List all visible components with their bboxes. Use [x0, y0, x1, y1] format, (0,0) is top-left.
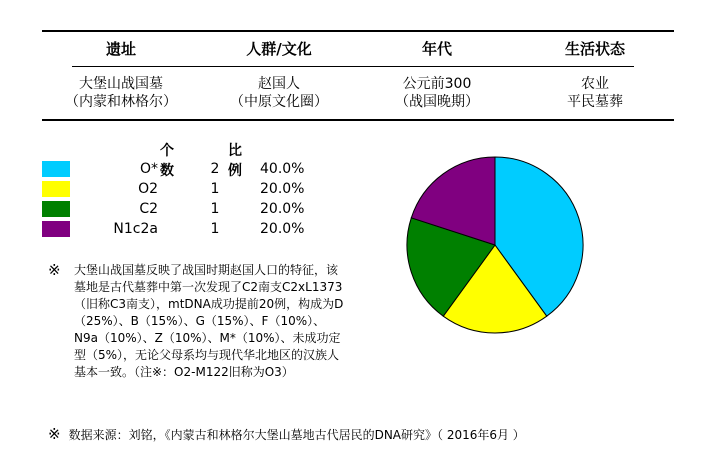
table-value-row	[42, 67, 674, 119]
cell-lifestyle-line1: 农业	[581, 76, 609, 92]
legend-count: 2	[210, 161, 220, 177]
legend-row	[40, 180, 305, 200]
legend-count: 1	[210, 201, 220, 217]
legend-percent: 20.0%	[260, 181, 305, 197]
source-text: 数据来源：刘铭，《内蒙古和林格尔大堡山墓地古代居民的DNA研究》（ 2016年6月 ）	[68, 428, 525, 442]
legend-count: 1	[210, 181, 220, 197]
cell-era-line1: 公元前300	[402, 76, 472, 92]
cell-site-line2: （内蒙和林格尔）	[65, 94, 177, 110]
note-block	[48, 262, 348, 381]
legend-haplogroup: C2	[139, 201, 158, 217]
pie-chart	[400, 150, 590, 340]
table-header-row	[42, 32, 674, 66]
header-era: 年代	[421, 40, 452, 58]
legend-swatch	[42, 161, 70, 177]
legend-haplogroup: O*	[139, 161, 158, 177]
note-text: 大堡山战国墓反映了战国时期赵国人口的特征，该墓地是古代墓葬中第一次发现了C2南支C2xL1373（旧称C3南支），mtDNA成功提前20例，构成为D（25%）、B（15%）、G（15%）、F（10%）、N9a（10%）、Z（10%）、M*（10%）、未成功定型（5%），无论父母系均与现代华北地区的汉族人基本一致。（注※：O2-M122旧称为O3）	[74, 263, 344, 379]
cell-culture-line2: （中原文化圈）	[230, 94, 328, 110]
legend-row	[40, 220, 305, 240]
legend-swatch	[42, 201, 70, 217]
data-source	[48, 425, 525, 443]
cell-culture-line1: 赵国人	[258, 76, 300, 92]
cell-site-line1: 大堡山战国墓	[79, 76, 163, 92]
legend-row	[40, 200, 305, 220]
legend-haplogroup: N1c2a	[113, 221, 158, 237]
site-info-table	[42, 30, 674, 121]
legend-percent: 40.0%	[260, 161, 305, 177]
cell-lifestyle-line2: 平民墓葬	[567, 94, 623, 110]
legend-header-ratio: 比例	[228, 143, 242, 179]
note-mark: ※	[48, 261, 61, 279]
legend-haplogroup: O2	[138, 181, 158, 197]
legend-swatch	[42, 221, 70, 237]
source-mark: ※	[48, 425, 61, 443]
header-lifestyle: 生活状态	[564, 40, 625, 58]
cell-era	[358, 75, 516, 111]
legend-swatch	[42, 181, 70, 197]
header-site: 遗址	[105, 40, 136, 58]
legend-count: 1	[210, 221, 220, 237]
cell-culture	[200, 75, 358, 111]
legend-percent: 20.0%	[260, 201, 305, 217]
legend-percent: 20.0%	[260, 221, 305, 237]
header-culture: 人群/文化	[246, 40, 312, 58]
cell-site	[42, 75, 200, 111]
cell-era-line2: （战国晚期）	[395, 94, 479, 110]
legend-row	[40, 160, 305, 180]
cell-lifestyle	[516, 75, 674, 111]
legend-header-count: 个数	[160, 143, 174, 179]
